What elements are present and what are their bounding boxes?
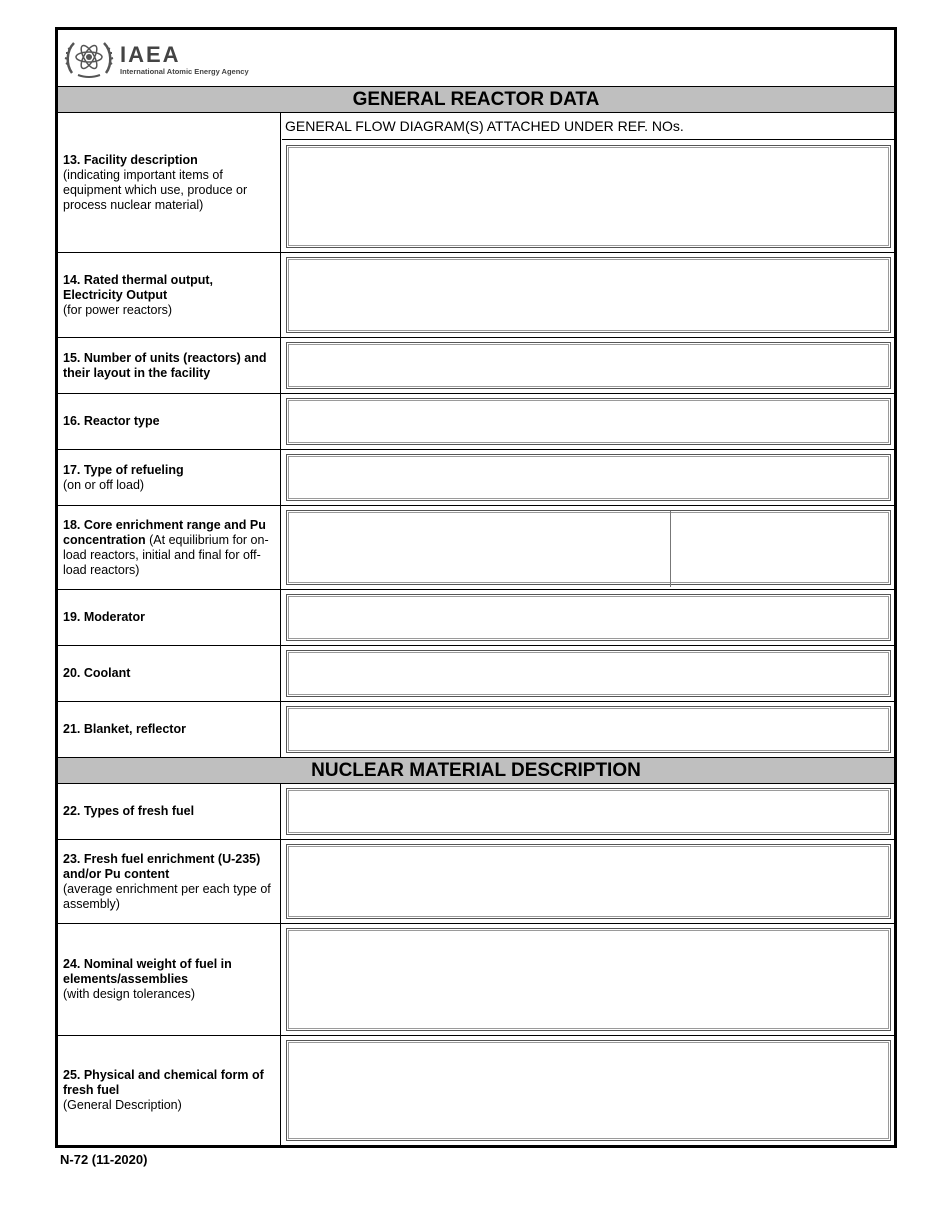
input-14-rated-output[interactable]: [286, 257, 891, 333]
row-14-rated-output: [58, 253, 894, 338]
label-25: 25. Physical and chemical form of fresh fuel (General Description): [58, 1036, 281, 1145]
logo-org-name: International Atomic Energy Agency: [120, 67, 249, 76]
input-20-coolant[interactable]: [286, 650, 891, 697]
section-nuclear-material-description: NUCLEAR MATERIAL DESCRIPTION: [58, 757, 894, 784]
row-20-coolant: [58, 646, 894, 702]
input-23-fresh-fuel-enrichment[interactable]: [286, 844, 891, 919]
row-24-nominal-weight: [58, 924, 894, 1036]
form-number: N-72 (11-2020): [60, 1152, 148, 1167]
iaea-logo: [64, 35, 264, 81]
label-14: 14. Rated thermal output, Electricity Output (for power reactors): [58, 253, 281, 337]
input-17-refueling[interactable]: [286, 454, 891, 501]
input-15-number-of-units[interactable]: [286, 342, 891, 389]
input-18-core-enrichment: [286, 510, 891, 585]
input-16-reactor-type[interactable]: [286, 398, 891, 445]
label-16: 16. Reactor type: [58, 394, 281, 449]
row-21-blanket-reflector: [58, 702, 894, 757]
section-general-reactor-data: GENERAL REACTOR DATA: [58, 86, 894, 113]
label-22: 22. Types of fresh fuel: [58, 784, 281, 839]
label-23: 23. Fresh fuel enrichment (U-235) and/or Pu content (average enrichment per each type of assembly): [58, 840, 281, 923]
input-22-fresh-fuel-types[interactable]: [286, 788, 891, 835]
row-15-number-of-units: [58, 338, 894, 394]
label-24: 24. Nominal weight of fuel in elements/assemblies (with design tolerances): [58, 924, 281, 1035]
row-13-facility-description: [58, 113, 894, 253]
label-13: 13. Facility description (indicating important items of equipment which use, produce or process nuclear material): [58, 113, 281, 252]
row-19-moderator: [58, 590, 894, 646]
iaea-emblem-icon: [64, 35, 114, 81]
label-17: 17. Type of refueling (on or off load): [58, 450, 281, 505]
label-18: 18. Core enrichment range and Pu concentration (At equilibrium for on-load reactors, initial and final for off-load reactors): [58, 506, 281, 589]
label-21: 21. Blanket, reflector: [58, 702, 281, 757]
row-23-fresh-fuel-enrichment: [58, 840, 894, 924]
row-18-core-enrichment: [58, 506, 894, 590]
input-13-facility-description[interactable]: [286, 145, 891, 248]
input-21-blanket-reflector[interactable]: [286, 706, 891, 753]
input-24-nominal-weight[interactable]: [286, 928, 891, 1031]
row-16-reactor-type: [58, 394, 894, 450]
input-25-physical-chemical-form[interactable]: [286, 1040, 891, 1141]
label-19: 19. Moderator: [58, 590, 281, 645]
flow-diagram-caption: GENERAL FLOW DIAGRAM(S) ATTACHED UNDER REF. NOs.: [282, 113, 894, 140]
input-18-core-enrichment-a[interactable]: [287, 511, 670, 584]
form-header: [58, 30, 894, 86]
label-15: 15. Number of units (reactors) and their layout in the facility: [58, 338, 281, 393]
input-19-moderator[interactable]: [286, 594, 891, 641]
logo-acronym: IAEA: [120, 42, 181, 67]
form-n72: [55, 27, 897, 1148]
row-17-refueling: [58, 450, 894, 506]
row-22-fresh-fuel-types: [58, 784, 894, 840]
input-18-pu-concentration-b[interactable]: [671, 511, 890, 584]
label-20: 20. Coolant: [58, 646, 281, 701]
row-25-physical-chemical-form: [58, 1036, 894, 1145]
